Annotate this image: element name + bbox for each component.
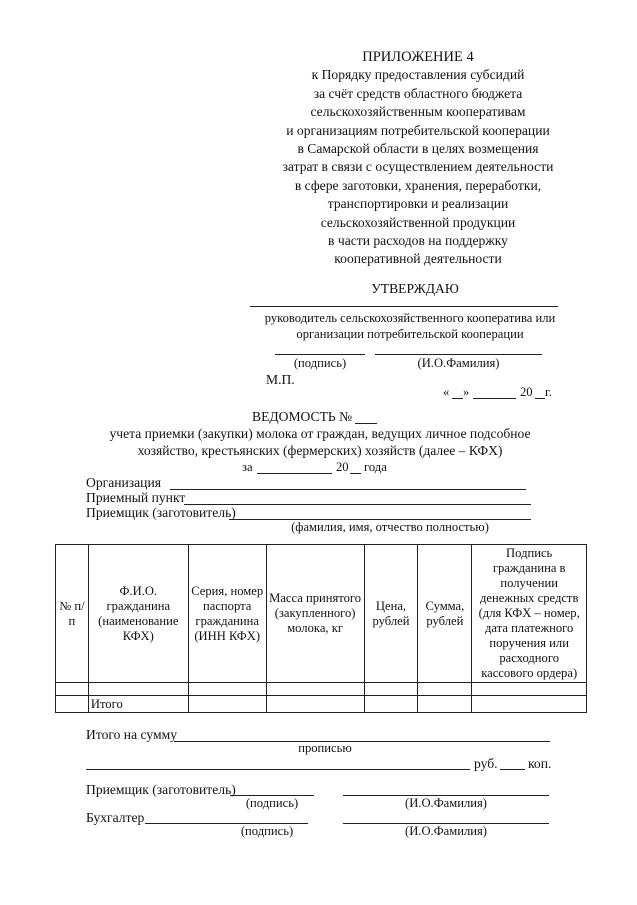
kop-field[interactable]: [500, 769, 525, 770]
approver-role-line1: руководитель сельскохозяйственного кооператива или: [264, 311, 556, 325]
milk-acceptance-table: [55, 544, 587, 713]
name-caption: (И.О.Фамилия): [417, 356, 500, 370]
date-quote-open: «: [443, 385, 450, 399]
appendix-line: и организациям потребительской кооперации: [286, 122, 550, 138]
col-mass-header: Масса принятого (закупленного) молока, кг: [266, 545, 364, 683]
appendix-line: сельскохозяйственной продукции: [320, 214, 516, 230]
appendix-line: в сфере заготовки, хранения, переработки,: [294, 177, 542, 193]
approver-line[interactable]: [250, 306, 558, 307]
table-total-row: [56, 696, 587, 713]
signature-caption: (подпись): [245, 796, 299, 810]
col-price-header: Цена, рублей: [364, 545, 418, 683]
col-number-header: № п/п: [56, 545, 89, 683]
appendix-line: к Порядку предоставления субсидий: [311, 67, 525, 83]
statement-number-line[interactable]: [355, 423, 377, 424]
reception-point-field[interactable]: [184, 504, 531, 505]
organization-label: Организация: [86, 475, 161, 490]
table-cell[interactable]: [88, 683, 188, 696]
kop-label: коп.: [528, 756, 552, 771]
table-cell[interactable]: [188, 683, 266, 696]
total-label: Итого: [88, 696, 188, 713]
appendix-header: [253, 48, 583, 269]
date-year-line[interactable]: [535, 398, 545, 399]
period-suffix: года: [364, 460, 387, 474]
appendix-line: кооперативной деятельности: [334, 251, 502, 267]
period-line[interactable]: [257, 473, 332, 474]
signature-caption: (подпись): [240, 824, 294, 838]
in-words-caption: прописью: [298, 741, 352, 755]
date-day-line[interactable]: [452, 398, 463, 399]
approval-title: УТВЕРЖДАЮ: [371, 281, 459, 296]
col-sum-header: Сумма, рублей: [418, 545, 472, 683]
date-month-line[interactable]: [473, 398, 516, 399]
accountant-label: Бухгалтер: [86, 810, 145, 825]
period-year-line[interactable]: [350, 473, 361, 474]
table-cell[interactable]: [418, 683, 472, 696]
receiver-label: Приемщик (заготовитель): [86, 505, 236, 520]
appendix-title: ПРИЛОЖЕНИЕ 4: [362, 49, 474, 65]
approver-signature-line[interactable]: [275, 354, 365, 355]
table-row: [56, 683, 587, 696]
approver-role-line2: организации потребительской кооперации: [296, 327, 524, 341]
table-cell[interactable]: [364, 696, 418, 713]
organization-field[interactable]: [170, 489, 526, 490]
footer-receiver-label: Приемщик (заготовитель): [86, 782, 236, 797]
statement-title: ВЕДОМОСТЬ №: [252, 409, 353, 424]
table-cell[interactable]: [364, 683, 418, 696]
period-year: 20: [336, 460, 349, 474]
appendix-line: в Самарской области в целях возмещения: [297, 141, 539, 157]
statement-subtitle-2: хозяйство, крестьянских (фермерских) хозяйств (далее – КФХ): [137, 443, 503, 458]
col-passport-header: Серия, номер паспорта гражданина (ИНН КФХ): [188, 545, 266, 683]
name-caption: (И.О.Фамилия): [405, 796, 487, 810]
rub-label: руб.: [474, 756, 498, 771]
table-cell[interactable]: [56, 683, 89, 696]
table-cell[interactable]: [188, 696, 266, 713]
appendix-line: затрат в связи с осуществлением деятельности: [282, 159, 554, 175]
date-quote-close: »: [463, 385, 470, 399]
appendix-line: в части расходов на поддержку: [328, 233, 508, 249]
date-year-prefix: 20: [520, 385, 533, 399]
table-cell[interactable]: [266, 683, 364, 696]
reception-point-label: Приемный пункт: [86, 490, 186, 505]
name-caption: (И.О.Фамилия): [405, 824, 487, 838]
date-year-suffix: г.: [545, 385, 552, 399]
signature-caption: (подпись): [293, 356, 347, 370]
statement-subtitle-1: учета приемки (закупки) молока от граждан, ведущих личное подсобное: [109, 426, 531, 441]
total-sum-words-field[interactable]: [86, 769, 470, 770]
receiver-caption: (фамилия, имя, отчество полностью): [291, 520, 489, 534]
table-header-row: [56, 545, 587, 683]
table-cell[interactable]: [56, 696, 89, 713]
table-cell[interactable]: [472, 683, 587, 696]
approver-name-line[interactable]: [375, 354, 542, 355]
col-signature-header: Подпись гражданина в получении денежных средств (для КФХ – номер, дата платежного поручения или расходного кассового ордера): [472, 545, 587, 683]
appendix-line: сельскохозяйственным кооперативам: [310, 104, 526, 120]
table-cell[interactable]: [418, 696, 472, 713]
total-sum-label: Итого на сумму: [86, 727, 177, 742]
period-prefix: за: [242, 460, 253, 474]
table-cell[interactable]: [472, 696, 587, 713]
appendix-line: транспортировки и реализации: [327, 196, 509, 212]
table-cell[interactable]: [266, 696, 364, 713]
appendix-line: за счёт средств областного бюджета: [313, 85, 523, 101]
col-name-header: Ф.И.О. гражданина (наименование КФХ): [88, 545, 188, 683]
stamp-label: М.П.: [266, 372, 295, 387]
